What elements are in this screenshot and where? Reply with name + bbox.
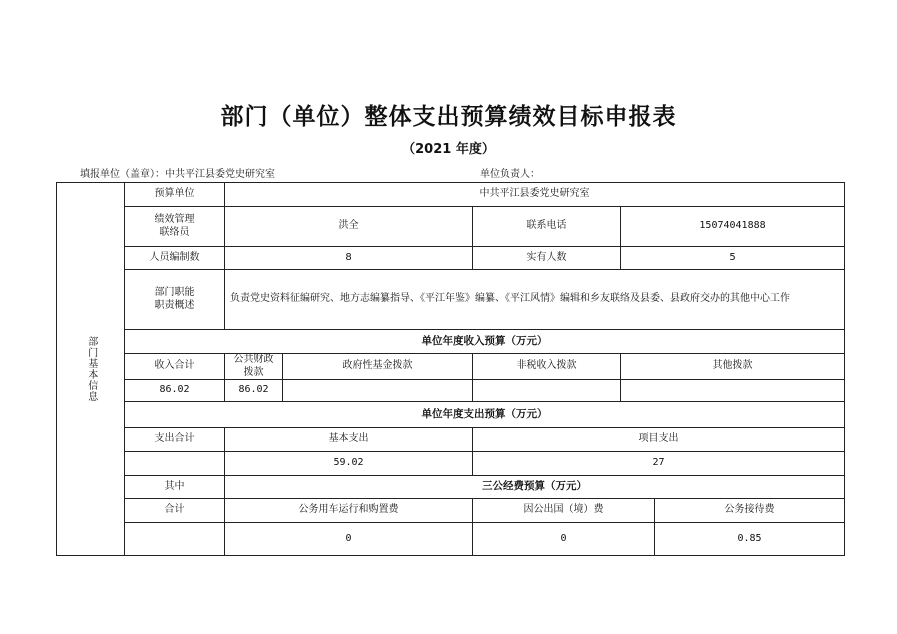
- three-public-total-label: 合计: [125, 499, 225, 523]
- three-public-header: 三公经费预算（万元）: [225, 476, 845, 499]
- basic-expense-label: 基本支出: [225, 428, 473, 452]
- table-row: [57, 183, 845, 207]
- vehicle-label: 公务用车运行和购置费: [225, 499, 473, 523]
- table-row: [57, 270, 845, 330]
- expense-total-label: 支出合计: [125, 428, 225, 452]
- table-row: [57, 428, 845, 452]
- income-total-value: 86.02: [125, 380, 225, 402]
- table-row: [57, 380, 845, 402]
- table-row: [57, 330, 845, 354]
- table-row: [57, 402, 845, 428]
- table-row: [57, 523, 845, 556]
- fiscal-year: （2021 年度）: [402, 142, 495, 157]
- duties-value: 负责党史资料征编研究、地方志编纂指导、《平江年鉴》编纂、《平江风情》编辑和乡友联络及县委、县政府交办的其他中心工作: [225, 270, 845, 330]
- budget-unit-value: 中共平江县委党史研究室: [225, 183, 845, 207]
- other-value: [621, 380, 845, 402]
- section-label: 部门基本信息: [85, 336, 97, 402]
- abroad-label: 因公出国（境）费: [473, 499, 655, 523]
- public-finance-label: 公共财政 拨款: [225, 354, 283, 380]
- non-tax-label: 非税收入拨款: [473, 354, 621, 380]
- budget-unit-label: 预算单位: [125, 183, 225, 207]
- table-row: [57, 247, 845, 270]
- income-total-label: 收入合计: [125, 354, 225, 380]
- other-label: 其他拨款: [621, 354, 845, 380]
- expense-budget-header: 单位年度支出预算（万元）: [125, 402, 845, 428]
- perf-manager-value: 洪全: [225, 207, 473, 247]
- reception-value: 0.85: [655, 523, 845, 556]
- vehicle-value: 0: [225, 523, 473, 556]
- three-public-total-value: [125, 523, 225, 556]
- table-row: [57, 499, 845, 523]
- phone-value: 15074041888: [621, 207, 845, 247]
- budget-form-table: [56, 182, 845, 556]
- table-row: [57, 354, 845, 380]
- duties-label: 部门职能 职责概述: [125, 270, 225, 330]
- income-budget-header: 单位年度收入预算（万元）: [125, 330, 845, 354]
- staff-quota-label: 人员编制数: [125, 247, 225, 270]
- section-label-cell: [57, 183, 125, 556]
- project-expense-label: 项目支出: [473, 428, 845, 452]
- table-row: [57, 476, 845, 499]
- phone-label: 联系电话: [473, 207, 621, 247]
- project-expense-value: 27: [473, 452, 845, 476]
- page-title: 部门（单位）整体支出预算绩效目标申报表: [220, 104, 677, 130]
- actual-staff-label: 实有人数: [473, 247, 621, 270]
- perf-manager-label: 绩效管理 联络员: [125, 207, 225, 247]
- expense-total-value: [125, 452, 225, 476]
- basic-expense-value: 59.02: [225, 452, 473, 476]
- non-tax-value: [473, 380, 621, 402]
- table-row: [57, 452, 845, 476]
- gov-fund-label: 政府性基金拨款: [283, 354, 473, 380]
- actual-staff-value: 5: [621, 247, 845, 270]
- unit-head: 单位负责人：: [480, 169, 540, 180]
- filing-unit: 填报单位（盖章）：中共平江县委党史研究室: [80, 169, 275, 180]
- among-label: 其中: [125, 476, 225, 499]
- reception-label: 公务接待费: [655, 499, 845, 523]
- staff-quota-value: 8: [225, 247, 473, 270]
- abroad-value: 0: [473, 523, 655, 556]
- public-finance-value: 86.02: [225, 380, 283, 402]
- gov-fund-value: [283, 380, 473, 402]
- table-row: [57, 207, 845, 247]
